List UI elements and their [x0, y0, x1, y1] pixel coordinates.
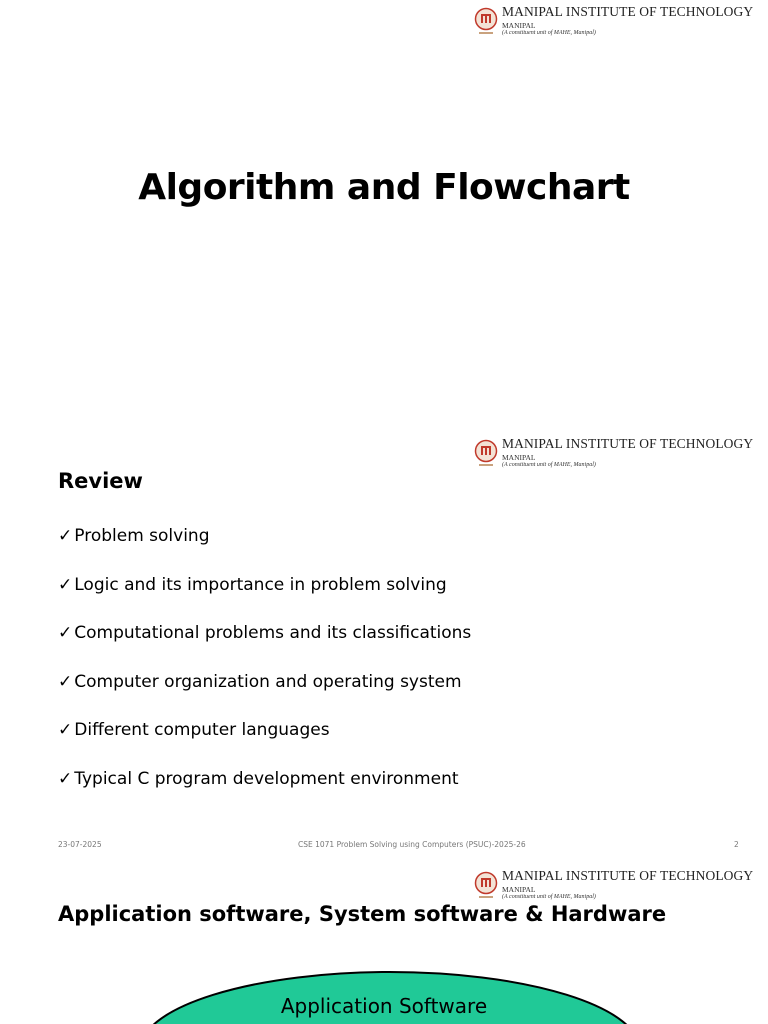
slide-title	[0, 0, 768, 432]
review-list	[58, 526, 471, 817]
footer-date: 23-07-2025	[58, 840, 102, 849]
checkmark-icon: ✓	[58, 671, 73, 692]
list-item: ✓ Computational problems and its classifications	[58, 623, 472, 643]
slide-main-title: Algorithm and Flowchart	[138, 167, 630, 208]
list-item: ✓ Typical C program development environment	[58, 768, 459, 789]
seal-icon	[474, 439, 498, 469]
logo-title: MANIPAL INSTITUTE OF TECHNOLOGY	[502, 4, 754, 19]
institute-logo	[470, 436, 768, 476]
footer-course: CSE 1071 Problem Solving using Computers (PSUC)-2025-26	[298, 840, 526, 849]
seal-icon	[474, 871, 498, 901]
review-heading: Review	[58, 469, 143, 493]
slide-review	[0, 432, 768, 864]
software-hardware-heading: Application software, System software & Hardware	[58, 902, 667, 926]
logo-title: MANIPAL INSTITUTE OF TECHNOLOGY	[502, 436, 754, 451]
checkmark-icon: ✓	[58, 720, 73, 740]
list-item: ✓ Computer organization and operating system	[58, 671, 462, 692]
footer-page-number: 2	[734, 840, 739, 849]
application-software-label: Application Software	[280, 994, 488, 1018]
checkmark-icon: ✓	[58, 623, 73, 643]
logo-subtitle: MANIPAL	[502, 885, 536, 894]
checkmark-icon: ✓	[58, 768, 73, 789]
seal-icon	[474, 7, 498, 37]
checkmark-icon: ✓	[58, 574, 73, 595]
logo-subtitle: MANIPAL	[502, 453, 536, 462]
checkmark-icon: ✓	[58, 526, 73, 546]
logo-subtitle: MANIPAL	[502, 21, 536, 30]
list-item: ✓ Logic and its importance in problem solving	[58, 574, 447, 595]
logo-tagline: (A constituent unit of MAHE, Manipal)	[502, 894, 596, 900]
logo-tagline: (A constituent unit of MAHE, Manipal)	[502, 462, 596, 468]
slide-software-hardware	[0, 864, 768, 1024]
logo-tagline: (A constituent unit of MAHE, Manipal)	[502, 30, 596, 36]
logo-title: MANIPAL INSTITUTE OF TECHNOLOGY	[502, 868, 754, 883]
institute-logo	[470, 4, 768, 44]
list-item: ✓ Problem solving	[58, 526, 210, 546]
list-item: ✓ Different computer languages	[58, 720, 330, 740]
